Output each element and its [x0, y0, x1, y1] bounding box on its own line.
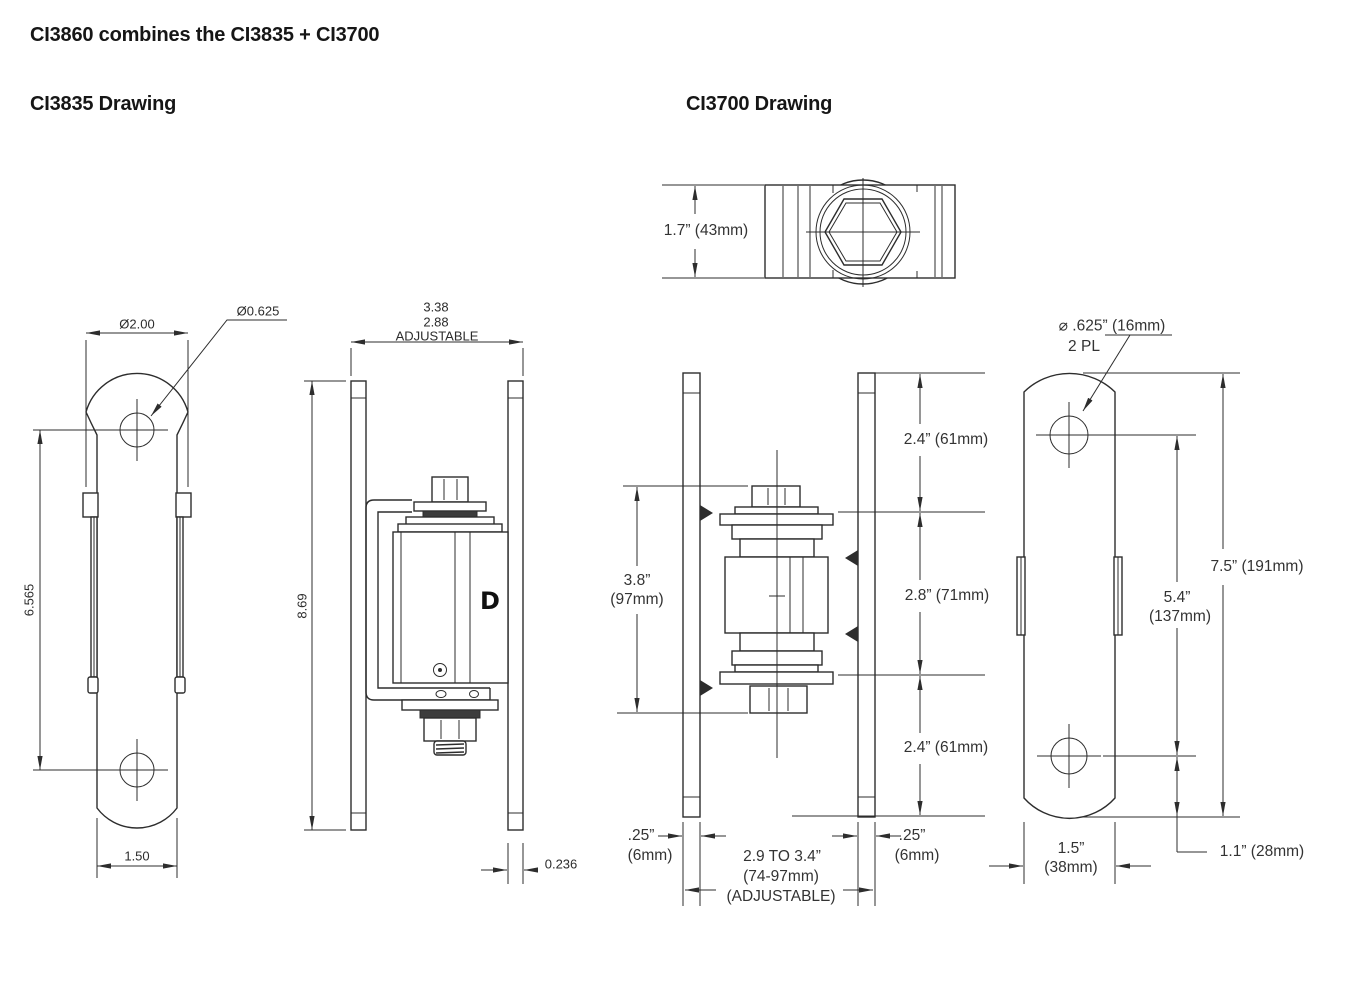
page-title: CI3860 combines the CI3835 + CI3700 — [30, 24, 380, 46]
dim-top-gap: 2.4” (61mm) — [901, 431, 991, 449]
dim-plate-hole-spacing-in: 5.4” — [1161, 589, 1194, 607]
dim-left-bar-thickness-in: .25” — [627, 827, 655, 844]
dim-plate-bottom-offset: 1.1” (28mm) — [1219, 843, 1305, 860]
flat-washer — [414, 502, 486, 511]
dim-plate-hole-qty: 2 PL — [1068, 338, 1100, 355]
front-bar-left — [683, 373, 700, 817]
dim-plate-overall-height: 7.5” (191mm) — [1207, 558, 1306, 576]
dim-hole-diameter: Ø0.625 — [236, 303, 280, 319]
dim-adjustable-range-label: (ADJUSTABLE) — [726, 888, 836, 905]
front-hex-bolt — [752, 486, 800, 507]
dim-plate-hole-spacing-mm: (137mm) — [1146, 608, 1214, 626]
dim-hinge-height-mm: (97mm) — [607, 591, 666, 609]
hex-bolt-head — [432, 477, 468, 502]
front-hex-nut — [750, 686, 807, 713]
side-bar-left — [351, 381, 366, 830]
dim-plate-thickness: 0.236 — [544, 856, 578, 872]
dim-hinge-height-in: 3.8” — [621, 572, 654, 590]
side-bar-right — [508, 381, 523, 830]
dim-plate-width-in: 1.5” — [1057, 840, 1085, 857]
dim-adjustable-max: 3.38 — [423, 299, 449, 315]
dim-adjustable-label: ADJUSTABLE — [395, 328, 479, 344]
brand-logo-d: D — [480, 587, 500, 615]
ci3700-front-view — [617, 373, 985, 906]
dim-hole-spacing: 6.565 — [21, 583, 37, 617]
dim-adjustable-range-in: 2.9 TO 3.4” — [743, 848, 821, 865]
dim-right-bar-thickness-in: .25” — [898, 827, 926, 844]
hex-nut — [424, 718, 476, 741]
bracket-tab-right — [176, 493, 191, 517]
front-bar-right — [858, 373, 875, 817]
dim-plate-top-width: Ø2.00 — [119, 316, 155, 332]
ci3835-side-view — [304, 342, 538, 884]
dim-adjustable-range-mm: (74-97mm) — [743, 868, 819, 885]
dim-barrel-width: 1.7” (43mm) — [661, 222, 751, 240]
bracket-tab-left — [83, 493, 98, 517]
dim-right-bar-thickness-mm: (6mm) — [894, 847, 940, 864]
dim-plate-width-mm: (38mm) — [1044, 859, 1098, 876]
dim-left-bar-thickness-mm: (6mm) — [627, 847, 673, 864]
dim-bottom-gap: 2.4” (61mm) — [901, 739, 991, 757]
serrated-washer — [423, 511, 477, 517]
ci3700-section-title: CI3700 Drawing — [686, 93, 833, 115]
dim-hinge-span: 2.8” (71mm) — [902, 587, 992, 605]
dim-plate-hole-dia: ⌀ .625” (16mm) — [1058, 317, 1166, 335]
ci3835-section-title: CI3835 Drawing — [30, 93, 177, 115]
dim-overall-height: 8.69 — [294, 593, 310, 619]
ci3835-front-view — [33, 320, 287, 878]
dim-adjustable-min: 2.88 — [423, 314, 449, 330]
dim-plate-width: 1.50 — [124, 848, 150, 864]
